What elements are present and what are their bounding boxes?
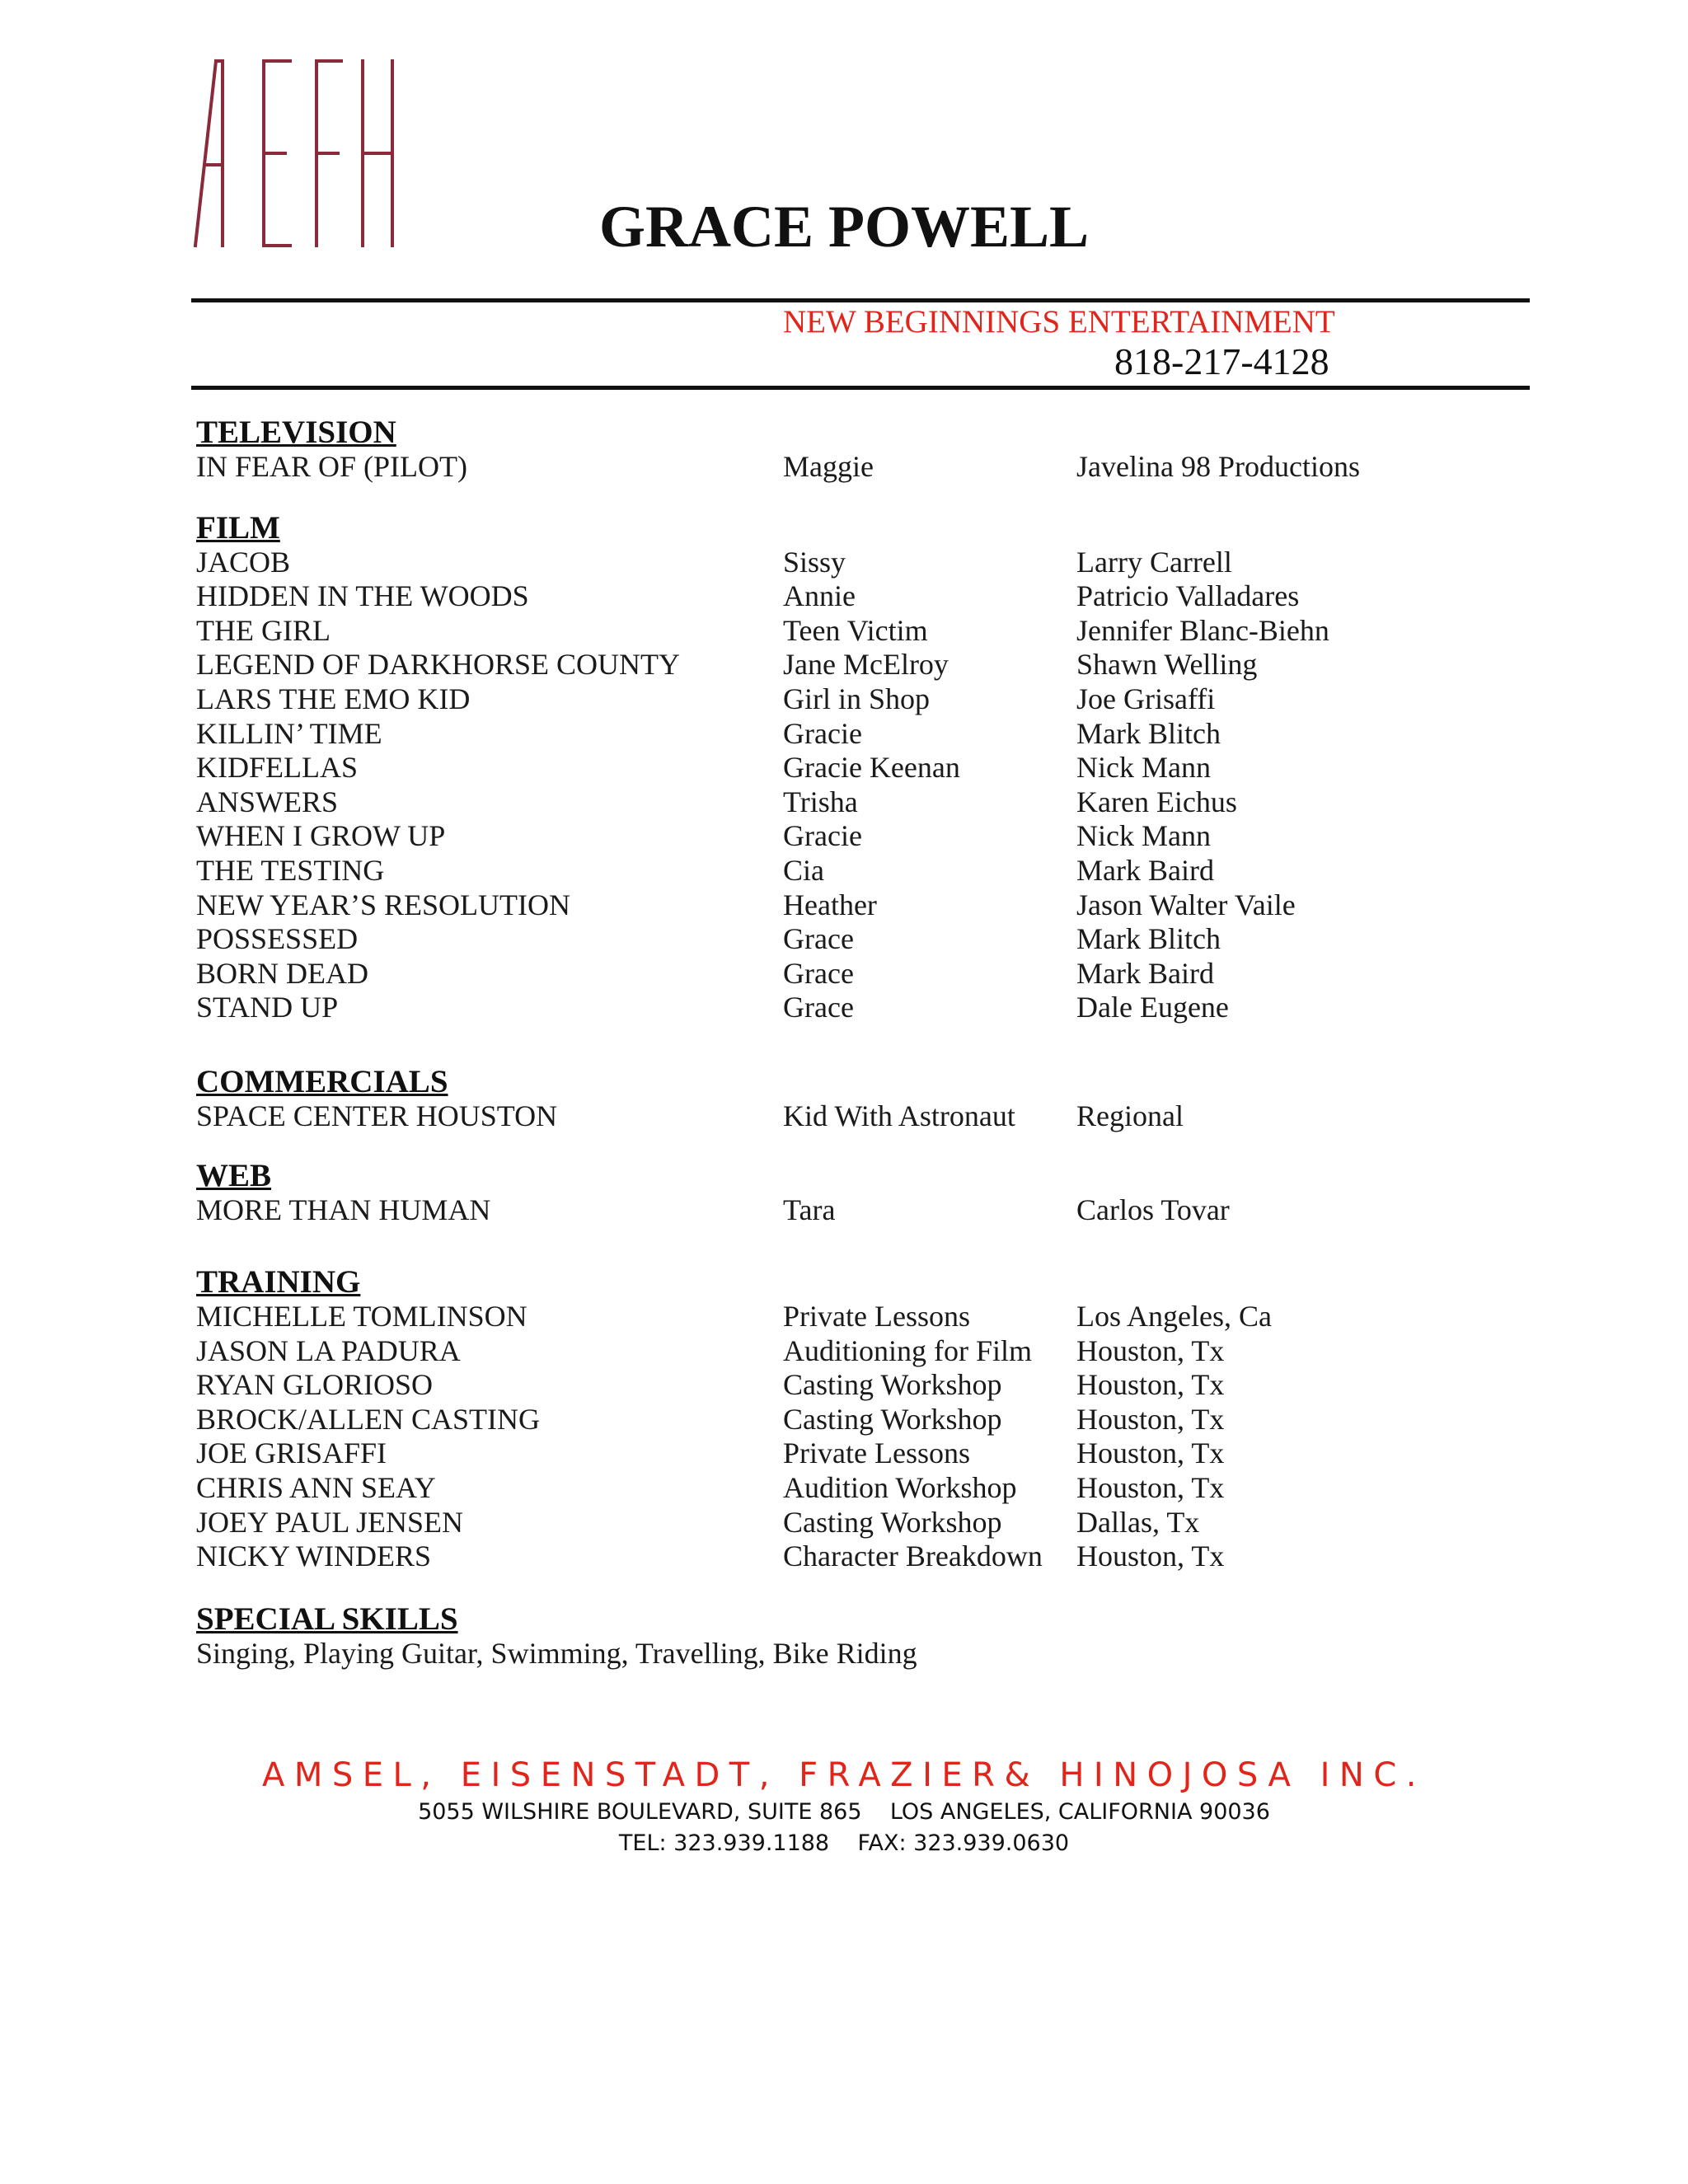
credit-row <box>196 1471 1515 1506</box>
agency-name: NEW BEGINNINGS ENTERTAINMENT <box>783 304 1335 340</box>
agency-phone: 818-217-4128 <box>1114 340 1329 382</box>
credit-detail: Los Angeles, Ca <box>1076 1300 1272 1333</box>
credit-detail: Mark Baird <box>1076 956 1214 990</box>
credit-role: Trisha <box>783 785 858 818</box>
credit-role: Kid With Astronaut <box>783 1099 1015 1132</box>
credit-title: HIDDEN IN THE WOODS <box>196 579 529 613</box>
credit-row <box>196 1334 1515 1369</box>
credit-title: JACOB <box>196 545 291 579</box>
credit-title: RYAN GLORIOSO <box>196 1368 434 1402</box>
credit-row <box>196 1300 1515 1334</box>
resume-body <box>196 415 1515 1671</box>
section-heading: COMMERCIALS <box>196 1063 448 1099</box>
section-rows <box>196 1193 1515 1228</box>
footer-contact: TEL: 323.939.1188 FAX: 323.939.0630 <box>618 1830 1070 1856</box>
credit-detail: Houston, Tx <box>1076 1368 1225 1402</box>
footer-company-name: AMSEL, EISENSTADT, FRAZIER& HINOJOSA INC. <box>261 1756 1426 1794</box>
credit-row <box>196 991 1515 1025</box>
credit-detail: Carlos Tovar <box>1076 1193 1230 1226</box>
credit-title: BORN DEAD <box>196 956 369 990</box>
credit-detail: Nick Mann <box>1076 819 1211 853</box>
section-heading: TRAINING <box>196 1264 361 1301</box>
credit-title: NEW YEAR’S RESOLUTION <box>196 888 570 921</box>
credit-detail: Joe Grisaffi <box>1076 682 1216 715</box>
credit-title: LARS THE EMO KID <box>196 682 471 715</box>
credit-detail: Patricio Valladares <box>1076 579 1300 613</box>
credit-title: MORE THAN HUMAN <box>196 1193 491 1226</box>
section-training <box>196 1265 1515 1574</box>
credit-title: IN FEAR OF (PILOT) <box>196 450 467 483</box>
credit-role: Private Lessons <box>783 1436 970 1470</box>
credit-row <box>196 957 1515 991</box>
credit-row <box>196 546 1515 580</box>
credit-title: THE GIRL <box>196 613 331 647</box>
credit-role: Audition Workshop <box>783 1471 1017 1505</box>
credit-title: STAND UP <box>196 991 339 1024</box>
credit-role: Heather <box>783 888 877 921</box>
credit-row <box>196 717 1515 752</box>
credit-title: JASON LA PADURA <box>196 1333 461 1367</box>
credit-row <box>196 785 1515 820</box>
section-television <box>196 415 1515 485</box>
section-web <box>196 1159 1515 1228</box>
credit-detail: Mark Baird <box>1076 853 1214 887</box>
credit-title: LEGEND OF DARKHORSE COUNTY <box>196 648 681 682</box>
credit-role: Grace <box>783 956 854 990</box>
credit-title: THE TESTING <box>196 853 385 887</box>
credit-detail: Karen Eichus <box>1076 785 1237 818</box>
credit-role: Sissy <box>783 545 846 579</box>
credit-title: KILLIN’ TIME <box>196 716 382 750</box>
credit-detail: Mark Blitch <box>1076 922 1221 956</box>
credit-row <box>196 751 1515 785</box>
credit-role: Gracie <box>783 716 862 750</box>
credit-role: Grace <box>783 922 854 956</box>
credit-role: Maggie <box>783 450 874 483</box>
credit-detail: Regional <box>1076 1099 1184 1132</box>
credit-role: Teen Victim <box>783 613 928 647</box>
credit-title: MICHELLE TOMLINSON <box>196 1300 528 1333</box>
credit-row <box>196 682 1515 717</box>
credit-row <box>196 614 1515 649</box>
header-rule-bottom <box>191 386 1530 390</box>
credit-role: Gracie Keenan <box>783 751 960 785</box>
credit-role: Grace <box>783 991 854 1024</box>
credit-detail: Dallas, Tx <box>1076 1505 1200 1539</box>
credit-role: Annie <box>783 579 856 613</box>
credit-role: Tara <box>783 1193 836 1226</box>
section-rows <box>196 546 1515 1025</box>
credit-role: Casting Workshop <box>783 1505 1002 1539</box>
credit-role: Girl in Shop <box>783 682 931 715</box>
credit-title: POSSESSED <box>196 922 359 956</box>
section-film <box>196 511 1515 1025</box>
credit-row <box>196 819 1515 854</box>
agency-footer <box>0 1754 1688 1859</box>
credit-row <box>196 1193 1515 1228</box>
section-rows <box>196 1300 1515 1574</box>
credit-role: Auditioning for Film <box>783 1333 1033 1367</box>
credit-row <box>196 1506 1515 1540</box>
section-special-skills <box>196 1602 1515 1671</box>
credit-role: Jane McElroy <box>783 648 949 682</box>
credit-detail: Jason Walter Vaile <box>1076 888 1296 921</box>
credit-title: ANSWERS <box>196 785 339 818</box>
credit-title: KIDFELLAS <box>196 751 358 785</box>
credit-title: JOE GRISAFFI <box>196 1436 387 1470</box>
credit-row <box>196 450 1515 485</box>
credit-row <box>196 854 1515 888</box>
special-skills-text: Singing, Playing Guitar, Swimming, Travelling, Bike Riding <box>196 1636 917 1670</box>
credit-title: JOEY PAUL JENSEN <box>196 1505 464 1539</box>
credit-detail: Houston, Tx <box>1076 1333 1225 1367</box>
section-rows <box>196 450 1515 485</box>
credit-row <box>196 922 1515 957</box>
credit-row <box>196 1099 1515 1134</box>
credit-row <box>196 579 1515 614</box>
section-heading: TELEVISION <box>196 415 396 450</box>
credit-detail: Mark Blitch <box>1076 716 1221 750</box>
credit-role: Casting Workshop <box>783 1368 1002 1402</box>
credit-row <box>196 1368 1515 1403</box>
credit-detail: Jennifer Blanc-Biehn <box>1076 613 1329 647</box>
section-rows <box>196 1099 1515 1134</box>
credit-detail: Dale Eugene <box>1076 991 1229 1024</box>
credit-detail: Houston, Tx <box>1076 1540 1225 1573</box>
credit-role: Cia <box>783 853 824 887</box>
credit-title: CHRIS ANN SEAY <box>196 1471 436 1505</box>
credit-detail: Shawn Welling <box>1076 648 1258 682</box>
credit-row <box>196 648 1515 682</box>
credit-row <box>196 888 1515 923</box>
header-rule-top <box>191 298 1530 302</box>
credit-title: WHEN I GROW UP <box>196 819 446 853</box>
credit-row <box>196 1403 1515 1437</box>
credit-role: Gracie <box>783 819 862 853</box>
section-heading: WEB <box>196 1157 272 1193</box>
credit-title: BROCK/ALLEN CASTING <box>196 1402 541 1436</box>
credit-title: NICKY WINDERS <box>196 1540 431 1573</box>
credit-detail: Larry Carrell <box>1076 545 1232 579</box>
actor-name: GRACE POWELL <box>598 194 1090 260</box>
section-heading: SPECIAL SKILLS <box>196 1601 458 1637</box>
credit-role: Casting Workshop <box>783 1402 1002 1436</box>
credit-title: SPACE CENTER HOUSTON <box>196 1099 558 1132</box>
credit-role: Private Lessons <box>783 1300 970 1333</box>
credit-detail: Nick Mann <box>1076 751 1211 785</box>
credit-row <box>196 1436 1515 1471</box>
credit-role: Character Breakdown <box>783 1540 1043 1573</box>
credit-row <box>196 1540 1515 1574</box>
credit-detail: Houston, Tx <box>1076 1436 1225 1470</box>
credit-detail: Houston, Tx <box>1076 1471 1225 1505</box>
section-heading: FILM <box>196 509 280 546</box>
footer-address: 5055 WILSHIRE BOULEVARD, SUITE 865 LOS ANGELES, CALIFORNIA 90036 <box>418 1799 1270 1825</box>
section-commercials <box>196 1065 1515 1134</box>
credit-detail: Javelina 98 Productions <box>1076 450 1360 483</box>
credit-detail: Houston, Tx <box>1076 1402 1225 1436</box>
